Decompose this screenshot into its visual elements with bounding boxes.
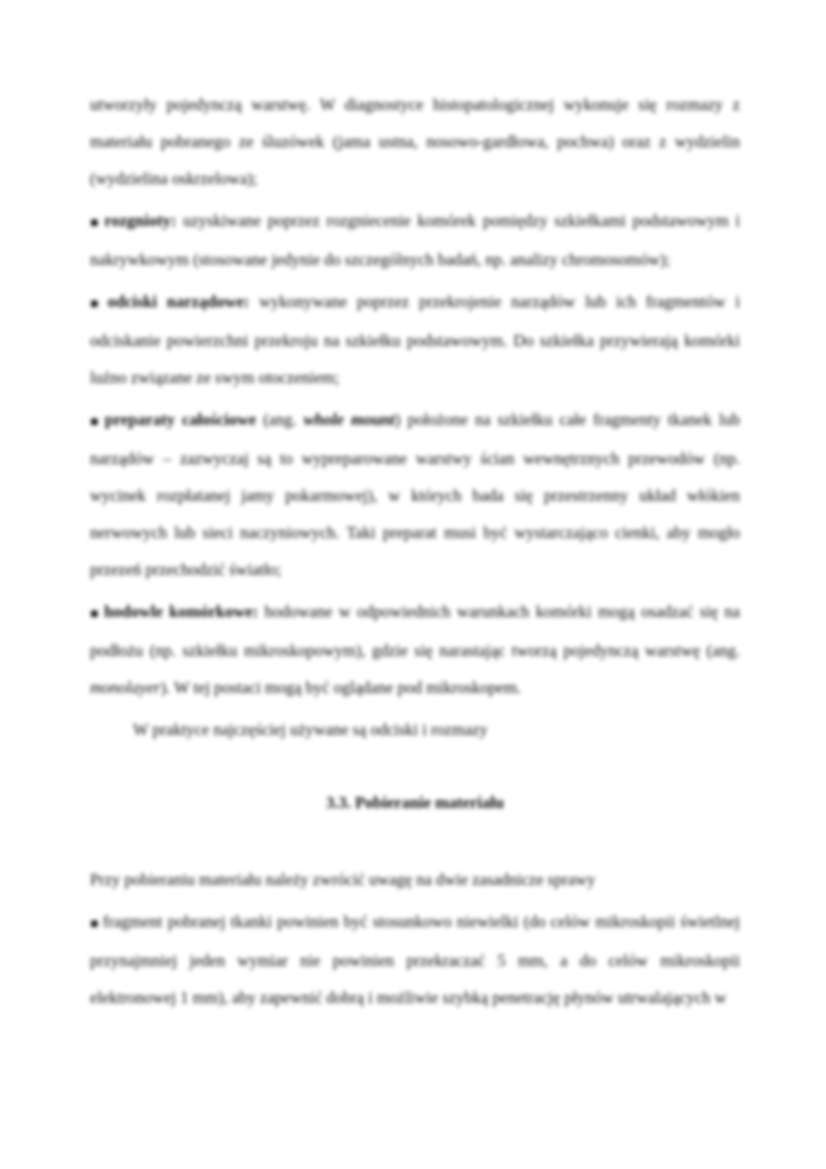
bullet-icon: ▪ bbox=[90, 916, 100, 931]
bullet-item bbox=[90, 903, 740, 1016]
document-content bbox=[90, 86, 740, 1021]
bullet-icon: ▪ bbox=[90, 606, 102, 621]
bullet-item bbox=[90, 283, 740, 396]
section-heading bbox=[90, 784, 740, 821]
paragraph bbox=[90, 861, 740, 898]
indented-paragraph bbox=[90, 711, 740, 748]
text-segment: fragment pobranej tkanki powinien być stosunkowo niewielki (do celów mikroskopii świetlnej przynajmniej jeden wymiar nie powinien przekraczać 5 mm, a do celów mikroskopii elektronowej 1 mm), aby zapewnić dobrą i możliwie szybką penetrację płynów utrwalających w bbox=[90, 912, 740, 1007]
bullet-item bbox=[90, 202, 740, 278]
bullet-item bbox=[90, 593, 740, 706]
text-segment: Przy pobieraniu materiału należy zwrócić uwagę na dwie zasadnicze sprawy bbox=[90, 870, 596, 889]
bullet-icon: ▪ bbox=[90, 215, 102, 230]
text-segment: hodowane w odpowiednich warunkach komórki mogą osadzać się na podłożu (np. szkiełku mikroskopowym), gdzie się narastając tworzą pojedynczą warstwę (ang. bbox=[90, 602, 741, 660]
text-segment: (ang. bbox=[256, 410, 304, 429]
text-segment: uzyskiwane poprzez rozgniecenie komórek pomiędzy szkiełkami podstawowym i nakrywkowym (stosowane jedynie do szczególnych badań, np. analizy chromosomów); bbox=[90, 211, 740, 269]
text-segment: monolayer bbox=[90, 678, 161, 697]
paragraph bbox=[90, 86, 740, 197]
text-segment: rozgnioty: bbox=[104, 211, 177, 230]
text-segment: ). W tej postaci mogą być oglądane pod mikroskopem. bbox=[160, 678, 522, 697]
text-segment: hodowle komórkowe: bbox=[104, 602, 259, 621]
text-segment: W praktyce najczęściej używane są odciski i rozmazy bbox=[133, 720, 488, 739]
bullet-icon: ▪ bbox=[90, 296, 105, 311]
text-segment: utworzyły pojedynczą warstwę. W diagnostyce histopatologicznej wykonuje się rozmazy z materiału pobranego ze śluzówek (jama ustna, nosowo-gardłowa, pochwa) oraz z wydzielin (wydzielina oskrzelowa); bbox=[90, 95, 740, 188]
text-segment: preparaty całościowe bbox=[104, 410, 257, 429]
text-segment: odciski narządowe: bbox=[107, 292, 250, 311]
bullet-item bbox=[90, 401, 740, 588]
bullet-icon: ▪ bbox=[90, 414, 102, 429]
text-segment: whole mount bbox=[303, 410, 396, 429]
text-segment: 3.3. Pobieranie materiału bbox=[326, 793, 504, 812]
text-segment: ) położone na szkiełku całe fragmenty tkanek lub narządów – zazwyczaj są to wypreparowane warstwy ścian wewnętrznych przewodów (np. wycinek rozpłatanej jamy pokarmowej), w których bada się przestrzenny układ włókien nerwowych lub sieci naczyniowych. Taki preparat musi być wystarczająco cienki, aby mogło przezeń przechodzić światło; bbox=[90, 410, 740, 579]
text-segment: wykonywane poprzez przekrojenie narządów lub ich fragmentów i odciskanie powierzchni przekroju na szkiełku podstawowym. Do szkiełka przywierają komórki luźno związane ze swym otoczeniem; bbox=[90, 292, 741, 387]
